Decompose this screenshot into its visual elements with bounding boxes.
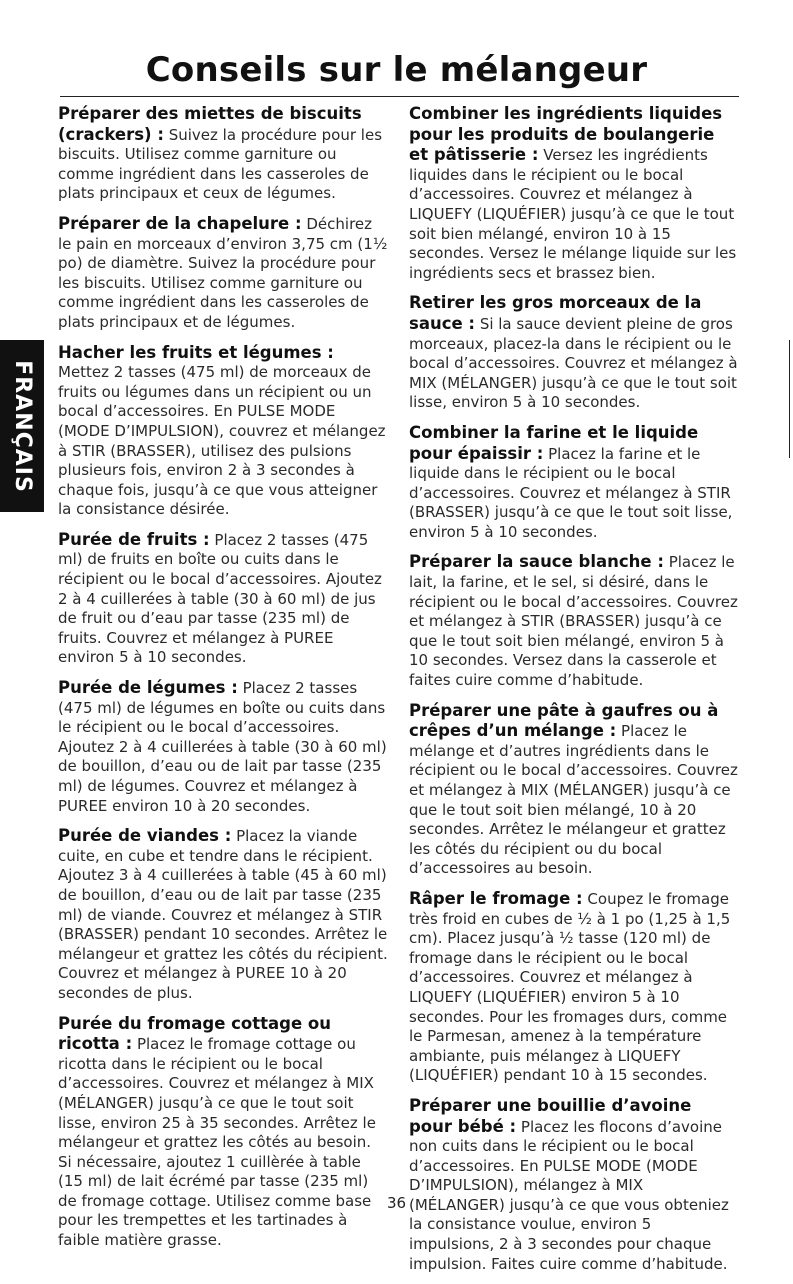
tip-body: Suivez la procédure pour les biscuits. Utilisez comme garniture ou comme ingrédient dans les casseroles de plats principaux et ceux de légumes. bbox=[58, 125, 383, 203]
tip-section bbox=[409, 552, 739, 690]
tip-section bbox=[58, 214, 388, 333]
tip-heading: Préparer une pâte à gaufres ou à crêpes d’un mélange : bbox=[409, 700, 719, 741]
tip-section bbox=[58, 530, 388, 668]
tip-heading: Combiner les ingrédients liquides pour les produits de boulangerie et pâtisserie : bbox=[409, 104, 723, 165]
tip-body: Placez la farine et le liquide dans le récipient ou le bocal d’accessoires. Couvrez et mélangez à STIR (BRASSER) jusqu’à ce que le tout soit lisse, environ 5 à 10 secondes. bbox=[409, 444, 733, 541]
tip-body: Versez les ingrédients liquides dans le récipient ou le bocal d’accessoires. Couvrez et mélangez à LIQUEFY (LIQUÉFIER) jusqu’à ce que le tout soit bien mélangé, environ 10 à 15 secondes. Versez le mélange liquide sur les ingrédients secs et brassez bien. bbox=[409, 146, 737, 282]
tip-section bbox=[409, 1096, 739, 1274]
tip-heading: Hacher les fruits et légumes : bbox=[58, 342, 334, 362]
tip-body: Placez 2 tasses (475 ml) de légumes en boîte ou cuits dans le récipient ou le bocal d’accessoires. Ajoutez 2 à 4 cuillerées à table (30 à 60 ml) de bouillon, d’eau ou de lait par tasse (235 ml) de légumes. Couvrez et mélangez à PUREE environ 10 à 20 secondes. bbox=[58, 679, 387, 815]
tip-section bbox=[409, 104, 739, 283]
tip-body: Placez 2 tasses (475 ml) de fruits en boîte ou cuits dans le récipient ou le bocal d’accessoires. Ajoutez 2 à 4 cuillerées à table (30 à 60 ml) de jus de fruit ou d’eau par tasse (235 ml) de fruits. Couvrez et mélangez à PUREE environ 5 à 10 secondes. bbox=[58, 530, 382, 667]
tip-body: Placez le lait, la farine, et le sel, si désiré, dans le récipient ou le bocal d’accessoires. Couvrez et mélangez à STIR (BRASSER) jusqu’à ce que le tout soit bien mélangé, environ 5 à 10 secondes. Versez dans la casserole et faites cuire comme d’habitude. bbox=[409, 553, 738, 690]
page-number: 36 bbox=[386, 1194, 407, 1212]
tip-body: Coupez le fromage très froid en cubes de ½ à 1 po (1,25 à 1,5 cm). Placez jusqu’à ½ tasse (120 ml) de fromage dans le récipient ou le bocal d’accessoires. Couvrez et mélangez à LIQUEFY (LIQUÉFIER) environ 5 à 10 secondes. Pour les fromages durs, comme le Parmesan, amenez à la température ambiante, puis mélangez à LIQUEFY (LIQUÉFIER) pendant 10 à 15 secondes. bbox=[409, 889, 731, 1085]
title-divider bbox=[60, 96, 739, 97]
tip-section bbox=[409, 423, 739, 543]
tip-heading: Préparer de la chapelure : bbox=[58, 213, 302, 233]
tip-heading: Préparer une bouillie d’avoine pour bébé : bbox=[409, 1095, 692, 1136]
tip-heading: Purée de viandes : bbox=[58, 826, 232, 846]
tip-body: Si la sauce devient pleine de gros morceaux, placez-la dans le récipient ou le bocal d’accessoires. Couvrez et mélangez à MIX (MÉLANGER) jusqu’à ce que le tout soit lisse, environ 5 à 10 secondes. bbox=[409, 314, 738, 412]
page-title: Conseils sur le mélangeur bbox=[145, 50, 648, 90]
tip-section bbox=[409, 701, 739, 879]
tip-heading: Retirer les gros morceaux de la sauce : bbox=[409, 293, 702, 333]
tip-heading: Purée du fromage cottage ou ricotta : bbox=[58, 1013, 331, 1054]
tip-heading: Râper le fromage : bbox=[409, 888, 583, 908]
right-column bbox=[409, 104, 739, 1284]
tip-section bbox=[58, 678, 388, 816]
tip-heading: Combiner la farine et le liquide pour épaissir : bbox=[409, 422, 699, 463]
tip-body: Placez les flocons d’avoine non cuits dans le récipient ou le bocal d’accessoires. En PULSE MODE (MODE D’IMPULSION), mélangez à MIX (MÉLANGER) jusqu’à ce que vous obteniez la consistance voulue, environ 5 impulsions, 2 à 3 secondes pour chaque impulsion. Faites cuire comme d’habitude. bbox=[409, 1117, 729, 1273]
tip-body: Mettez 2 tasses (475 ml) de morceaux de fruits ou légumes dans un récipient ou un bocal d’accessoires. En PULSE MODE (MODE D’IMPULSION), couvrez et mélangez à STIR (BRASSER), utilisez des pulsions plusieurs fois, environ 2 à 3 secondes à chaque fois, jusqu’à ce que vous atteigner la consistance désirée. bbox=[58, 363, 386, 519]
tip-section bbox=[58, 104, 388, 204]
tip-section bbox=[58, 826, 388, 1003]
language-tab-label: FRANÇAIS bbox=[9, 359, 35, 493]
tip-section bbox=[409, 293, 739, 413]
tip-body: Placez le mélange et d’autres ingrédients dans le récipient ou le bocal d’accessoires. Couvrez et mélangez à MIX (MÉLANGER) jusqu’à ce que le tout soit bien mélangé, 10 à 20 secondes. Arrêtez le mélangeur et grattez les côtés du récipient ou du bocal d’accessoires au besoin. bbox=[409, 722, 738, 878]
tip-section bbox=[58, 1014, 388, 1251]
tip-section bbox=[409, 889, 739, 1086]
tip-body: Déchirez le pain en morceaux d’environ 3,75 cm (1½ po) de diamètre. Suivez la procédure pour les biscuits. Utilisez comme garniture ou comme ingrédient dans les casseroles de plats principaux et de légumes. bbox=[58, 214, 388, 331]
language-tab bbox=[0, 340, 44, 512]
tip-heading: Purée de fruits : bbox=[58, 529, 210, 549]
tip-section bbox=[58, 343, 388, 520]
margin-mark bbox=[789, 340, 790, 458]
tip-heading: Préparer la sauce blanche : bbox=[409, 552, 664, 572]
tip-heading: Purée de légumes : bbox=[58, 678, 238, 698]
tip-body: Placez le fromage cottage ou ricotta dans le récipient ou le bocal d’accessoires. Couvrez et mélangez à MIX (MÉLANGER) jusqu’à ce que le tout soit lisse, environ 25 à 35 secondes. Arrêtez le mélangeur et grattez les côtés au besoin. Si nécessaire, ajoutez 1 cuillèrée à table (15 ml) de lait écrémé par tasse (235 ml) de fromage cottage. Utilisez comme base pour les trempettes et les tartinades à faible matière grasse. bbox=[58, 1035, 376, 1250]
tip-body: Placez la viande cuite, en cube et tendre dans le récipient. Ajoutez 3 à 4 cuillerées à table (45 à 60 ml) de bouillon, d’eau ou de lait par tasse (235 ml) de viande. Couvrez et mélangez à STIR (BRASSER) pendant 10 secondes. Arrêtez le mélangeur et grattez les côtés du récipient. Couvrez et mélangez à PUREE 10 à 20 secondes de plus. bbox=[58, 827, 388, 1002]
tip-heading: Préparer des miettes de biscuits (crackers) : bbox=[58, 104, 362, 144]
left-column bbox=[58, 104, 388, 1261]
